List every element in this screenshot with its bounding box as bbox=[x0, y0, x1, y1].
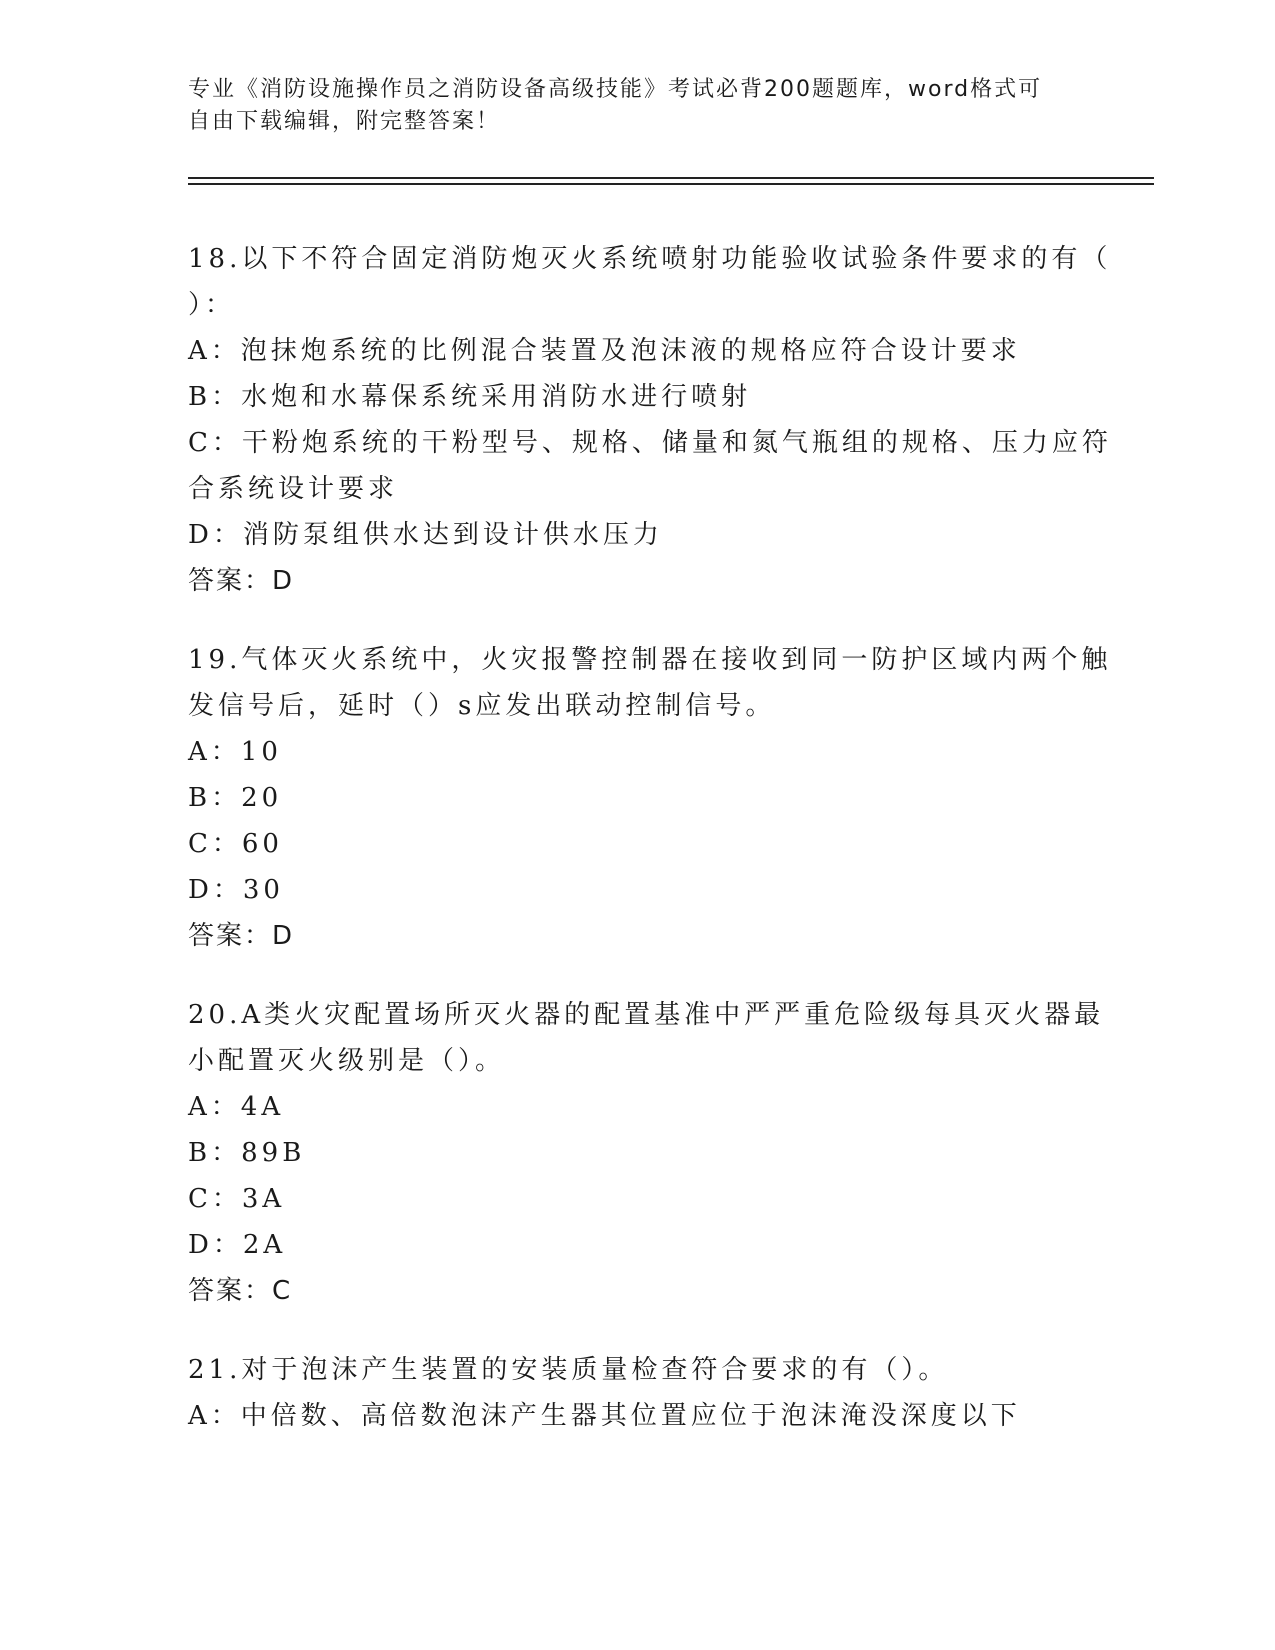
header-divider-bottom bbox=[188, 183, 1154, 185]
option-c: C：60 bbox=[188, 829, 283, 859]
option-a: A：4A bbox=[188, 1092, 285, 1122]
question-21 bbox=[188, 1347, 1088, 1439]
header-divider-top bbox=[188, 177, 1154, 179]
answer: 答案：D bbox=[188, 921, 295, 951]
question-19 bbox=[188, 637, 1112, 959]
question-stem: 发信号后，延时（）s应发出联动控制信号。 bbox=[188, 691, 776, 721]
question-stem: ）： bbox=[188, 290, 236, 320]
option-c: C：3A bbox=[188, 1184, 286, 1214]
question-stem: 21.对于泡沫产生装置的安装质量检查符合要求的有（）。 bbox=[188, 1355, 949, 1385]
option-a: A：泡抹炮系统的比例混合装置及泡沫液的规格应符合设计要求 bbox=[188, 336, 1021, 366]
option-c-continued: 合系统设计要求 bbox=[188, 474, 399, 504]
question-18 bbox=[188, 236, 1112, 604]
question-stem: 20.A类火灾配置场所灭火器的配置基准中严严重危险级每具灭火器最 bbox=[188, 1000, 1105, 1030]
question-stem: 小配置灭火级别是（）。 bbox=[188, 1046, 506, 1076]
option-b: B：水炮和水幕保系统采用消防水进行喷射 bbox=[188, 382, 752, 412]
header-line-1: 专业《消防设施操作员之消防设备高级技能》考试必背200题题库，word格式可 bbox=[188, 77, 1043, 102]
option-b: B：89B bbox=[188, 1138, 306, 1168]
question-list bbox=[188, 236, 1112, 1472]
question-20 bbox=[188, 992, 1105, 1314]
option-c: C：干粉炮系统的干粉型号、规格、储量和氮气瓶组的规格、压力应符 bbox=[188, 428, 1112, 458]
answer: 答案：D bbox=[188, 566, 295, 596]
option-a: A：10 bbox=[188, 737, 282, 767]
option-d: D：消防泵组供水达到设计供水压力 bbox=[188, 520, 663, 550]
option-d: D：2A bbox=[188, 1230, 287, 1260]
question-stem: 19.气体灭火系统中，火灾报警控制器在接收到同一防护区域内两个触 bbox=[188, 645, 1112, 675]
document-header bbox=[188, 74, 1088, 138]
option-a: A：中倍数、高倍数泡沫产生器其位置应位于泡沫淹没深度以下 bbox=[188, 1401, 1021, 1431]
header-line-2: 自由下载编辑，附完整答案！ bbox=[188, 109, 501, 134]
answer: 答案：C bbox=[188, 1276, 293, 1306]
option-d: D：30 bbox=[188, 875, 284, 905]
question-stem: 18.以下不符合固定消防炮灭火系统喷射功能验收试验条件要求的有（ bbox=[188, 244, 1112, 274]
option-b: B：20 bbox=[188, 783, 283, 813]
